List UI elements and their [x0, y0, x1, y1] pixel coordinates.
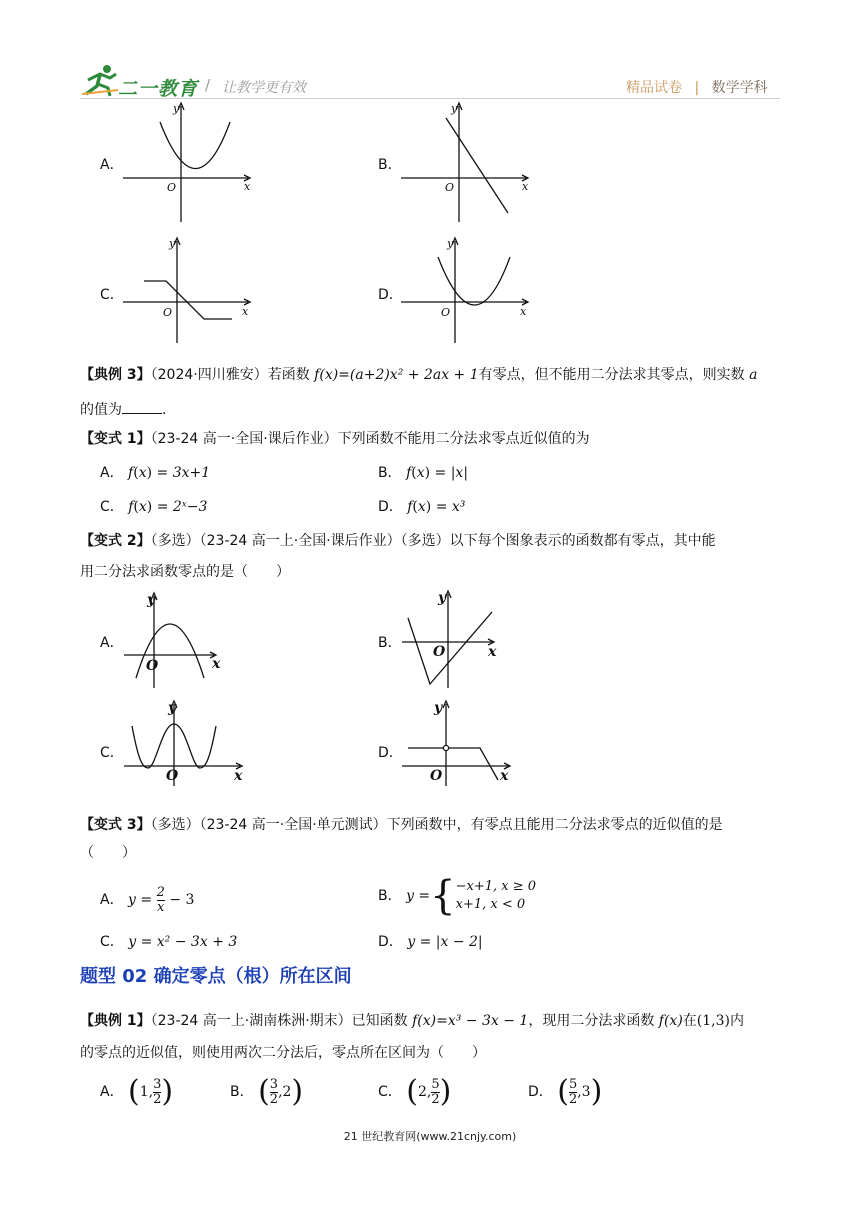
- example1-line1: 【典例 1】（23-24 高一上·湖南株洲·期末）已知函数 f(x)=x³ − 3x − 1，现用二分法求函数 f(x)在(1,3)内: [80, 1013, 744, 1029]
- example1-opt-b: B． ( $\frac{3}{2}$ ,2 ): [230, 1074, 304, 1109]
- svg-text:y: y: [169, 237, 176, 250]
- svg-text:O: O: [163, 306, 173, 319]
- graph-top-b: [398, 100, 538, 225]
- example1-expr: f(x)=x³ − 3x − 1: [412, 1013, 529, 1029]
- variant3-opt-c: C． y = x² − 3x + 3: [100, 934, 238, 950]
- svg-text:y: y: [434, 700, 443, 716]
- svg-text:x: x: [244, 180, 251, 193]
- graph-v2-a: [122, 590, 232, 690]
- svg-text:O: O: [430, 768, 443, 784]
- logo-text: 二一教育: [118, 78, 199, 100]
- svg-text:O: O: [433, 644, 446, 660]
- svg-text:x: x: [488, 644, 497, 660]
- variant3-opt-a: A． y = $\frac{2}{x}$ − 3: [100, 884, 195, 915]
- opt-label-b: B．: [378, 157, 402, 173]
- svg-text:O: O: [146, 658, 159, 674]
- variant1-opt-a: A． f(x) = 3x+1: [100, 465, 211, 481]
- variant2-label-d: D．: [378, 745, 403, 761]
- header-slogan: 让教学更有效: [222, 80, 306, 96]
- svg-text:y: y: [168, 700, 177, 716]
- svg-text:x: x: [500, 768, 509, 784]
- example1-line2: 的零点的近似值，则使用两次二分法后，零点所在区间为（ ）: [80, 1045, 486, 1061]
- variant1-opt-b: B． f(x) = |x|: [378, 465, 469, 481]
- variant3-line2: （ ）: [80, 845, 136, 861]
- example3-line2: 的值为 .: [80, 399, 166, 420]
- variant2-label-c: C．: [100, 745, 124, 761]
- logo-runner-icon: [80, 64, 120, 98]
- graph-v2-d: [400, 698, 520, 788]
- graph-v2-c: [122, 698, 252, 788]
- svg-text:O: O: [166, 768, 179, 784]
- opt-label-a: A．: [100, 157, 124, 173]
- svg-text:y: y: [147, 592, 156, 608]
- svg-text:y: y: [438, 590, 447, 606]
- graph-v2-b: [400, 588, 510, 690]
- svg-text:O: O: [441, 306, 451, 319]
- header-rule: [80, 98, 780, 99]
- example1-opt-c: C． ( 2, $\frac{5}{2}$ ): [378, 1074, 452, 1109]
- variant1-opt-d: D． f(x) = x³: [378, 499, 466, 515]
- example3-line1: 【典例 3】（2024·四川雅安）若函数 f(x)=(a+2)x² + 2ax + 1有零点，但不能用二分法求其零点，则实数 a: [80, 367, 758, 383]
- variant2-line1: 【变式 2】（多选）（23-24 高一上·全国·课后作业）（多选）以下每个图象表示的函数都有零点，其中能: [80, 533, 716, 549]
- opt-label-c: C．: [100, 287, 124, 303]
- svg-text:y: y: [451, 102, 458, 115]
- svg-text:O: O: [445, 181, 455, 194]
- header-slash: /: [205, 76, 211, 94]
- header-right-label: 精品试卷 | 数学学科: [626, 80, 768, 96]
- graph-top-c: [120, 235, 260, 345]
- variant3-opt-b: B． y = { −x+1, x ≥ 0 x+1, x < 0: [378, 873, 537, 919]
- graph-top-a: [120, 100, 260, 225]
- variant1-stem: 【变式 1】（23-24 高一·全国·课后作业）下列函数不能用二分法求零点近似值的为: [80, 431, 590, 447]
- svg-text:y: y: [173, 102, 180, 115]
- section-heading: 题型 02 确定零点（根）所在区间: [80, 966, 352, 987]
- example1-opt-d: D． ( $\frac{5}{2}$ ,3 ): [528, 1074, 603, 1109]
- graph-top-d: [398, 235, 538, 345]
- opt-label-d: D．: [378, 287, 403, 303]
- variant2-label-a: A．: [100, 635, 124, 651]
- svg-text:x: x: [242, 305, 249, 318]
- svg-text:x: x: [520, 305, 527, 318]
- svg-text:O: O: [167, 181, 177, 194]
- variant3-opt-d: D． y = |x − 2|: [378, 934, 483, 950]
- footer: 21 世纪教育网(www.21cnjy.com): [343, 1130, 517, 1143]
- variant2-line2: 用二分法求函数零点的是（ ）: [80, 564, 290, 580]
- svg-text:x: x: [212, 656, 221, 672]
- variant1-opt-c: C． f(x) = 2ˣ−3: [100, 499, 208, 515]
- answer-blank: [122, 399, 162, 414]
- variant2-label-b: B．: [378, 635, 402, 651]
- example3-expr: f(x)=(a+2)x² + 2ax + 1: [314, 367, 479, 383]
- svg-text:x: x: [522, 180, 529, 193]
- svg-text:y: y: [447, 237, 454, 250]
- example1-opt-a: A． ( 1, $\frac{3}{2}$ ): [100, 1074, 174, 1109]
- svg-text:x: x: [234, 768, 243, 784]
- variant3-line1: 【变式 3】（多选）（23-24 高一·全国·单元测试）下列函数中，有零点且能用二分法求零点的近似值的是: [80, 817, 723, 833]
